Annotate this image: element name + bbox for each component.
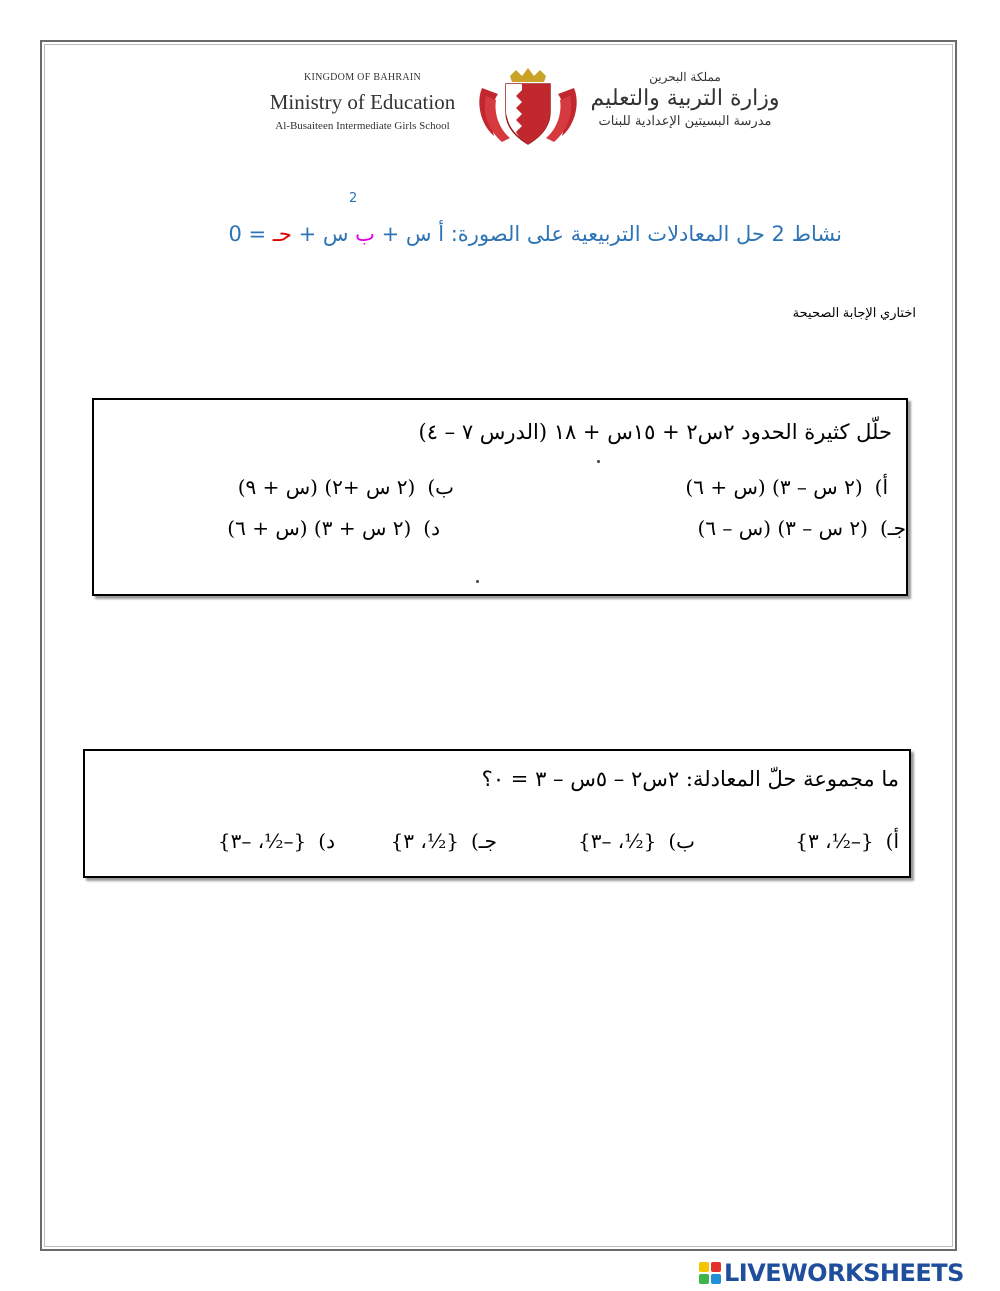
question-1-option-a[interactable] — [685, 475, 888, 499]
question-2-stem: ما مجموعة حلّ المعادلة: ٢س٢ – ٥س – ٣ = ٠؟ — [481, 767, 899, 791]
title-b-term: ب — [355, 222, 375, 246]
option-text: (٢ س + ٣) (س + ٦) — [227, 516, 412, 540]
option-text: {½، –٣} — [577, 829, 657, 853]
title-exponent: 2 — [349, 191, 358, 206]
ministry-label-ar: وزارة التربية والتعليم — [590, 86, 780, 111]
school-label-en: Al-Busaiteen Intermediate Girls School — [275, 120, 450, 132]
option-text: (٢ س +٢) (س + ٩) — [237, 475, 416, 499]
option-text: (٢ س – ٣) (س – ٦) — [697, 516, 868, 540]
option-label: ب) — [668, 829, 695, 853]
question-1-option-c[interactable] — [698, 516, 907, 540]
bahrain-emblem-icon — [476, 66, 580, 148]
ministry-label-en: Ministry of Education — [269, 90, 456, 114]
question-2-option-a[interactable] — [795, 829, 899, 853]
liveworksheets-wordmark: LIVEWORKSHEETS — [724, 1259, 964, 1287]
school-header-arabic — [585, 70, 785, 129]
option-text: {–½، –٣} — [217, 829, 307, 853]
option-text: {–½، ٣} — [795, 829, 874, 853]
option-label: جـ) — [879, 516, 906, 540]
option-label: جـ) — [470, 829, 497, 853]
title-end: = 0 — [228, 222, 273, 246]
option-text: (٢ س – ٣) (س + ٦) — [685, 475, 863, 499]
question-2-option-b[interactable] — [578, 829, 695, 853]
option-label: أ) — [885, 829, 899, 853]
question-1-option-d[interactable] — [227, 516, 440, 540]
option-label: د) — [318, 829, 335, 853]
title-c-term: حـ — [272, 222, 292, 246]
option-text: {½، ٣} — [390, 829, 459, 853]
title-main: نشاط 2 حل المعادلات التربيعية على الصورة: أ س + — [374, 222, 842, 246]
option-label: د) — [423, 516, 440, 540]
question-2-option-d[interactable] — [218, 829, 335, 853]
liveworksheets-logo[interactable] — [698, 1259, 964, 1287]
scan-speck — [476, 580, 479, 583]
option-label: ب) — [427, 475, 454, 499]
question-1-option-b[interactable] — [238, 475, 454, 499]
school-label-ar: مدرسة البسيتين الإعدادية للبنات — [598, 114, 772, 129]
question-1-box — [92, 398, 908, 596]
kingdom-label-ar: مملكة البحرين — [649, 70, 721, 84]
question-1-stem: حلّل كثيرة الحدود ٢س٢ + ١٥س + ١٨ (الدرس ٧ – ٤) — [418, 420, 892, 444]
title-middle: س + — [291, 222, 356, 246]
liveworksheets-icon — [698, 1261, 722, 1285]
instruction-text: اختاري الإجابة الصحيحة — [792, 305, 916, 320]
question-2-box — [83, 749, 911, 878]
kingdom-label-en: KINGDOM OF BAHRAIN — [303, 72, 422, 83]
option-label: أ) — [874, 475, 888, 499]
activity-title — [182, 222, 842, 246]
question-2-option-c[interactable] — [391, 829, 497, 853]
scan-speck — [597, 460, 600, 463]
school-header-english — [255, 72, 470, 132]
